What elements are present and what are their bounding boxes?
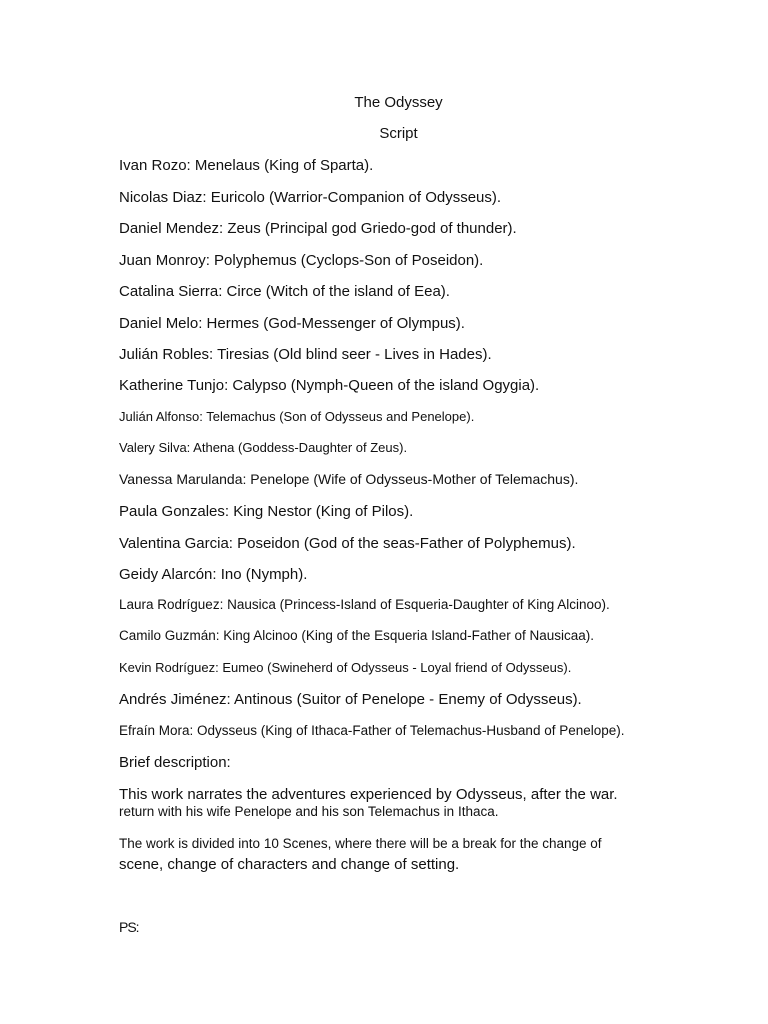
document-subtitle: Script: [379, 125, 418, 142]
cast-line: Valery Silva: Athena (Goddess-Daughter of Zeus).: [119, 440, 408, 455]
cast-line: Andrés Jiménez: Antinous (Suitor of Penelope - Enemy of Odysseus).: [119, 691, 582, 708]
description-paragraph-2-line-1: The work is divided into 10 Scenes, where there will be a break for the change of: [119, 836, 602, 851]
cast-line: Efraín Mora: Odysseus (King of Ithaca-Father of Telemachus-Husband of Penelope).: [119, 723, 625, 738]
cast-line: Camilo Guzmán: King Alcinoo (King of the Esqueria Island-Father of Nausicaa).: [119, 628, 594, 643]
cast-line: Julián Alfonso: Telemachus (Son of Odysseus and Penelope).: [119, 409, 475, 424]
description-paragraph-1-line-1: This work narrates the adventures experienced by Odysseus, after the war.: [119, 786, 618, 803]
cast-line: Ivan Rozo: Menelaus (King of Sparta).: [119, 157, 374, 174]
cast-line: Paula Gonzales: King Nestor (King of Pilos).: [119, 503, 414, 520]
cast-line: Kevin Rodríguez: Eumeo (Swineherd of Odysseus - Loyal friend of Odysseus).: [119, 660, 572, 675]
brief-description-heading: Brief description:: [119, 754, 231, 771]
description-paragraph-1-line-2: return with his wife Penelope and his son Telemachus in Ithaca.: [119, 804, 499, 819]
cast-line: Juan Monroy: Polyphemus (Cyclops-Son of Poseidon).: [119, 252, 484, 269]
description-paragraph-2-line-2: scene, change of characters and change of setting.: [119, 856, 460, 873]
ps-label: PS:: [119, 919, 139, 935]
cast-line: Daniel Melo: Hermes (God-Messenger of Olympus).: [119, 315, 465, 332]
cast-line: Vanessa Marulanda: Penelope (Wife of Odysseus-Mother of Telemachus).: [119, 471, 579, 487]
cast-line: Katherine Tunjo: Calypso (Nymph-Queen of the island Ogygia).: [119, 377, 540, 394]
cast-line: Catalina Sierra: Circe (Witch of the island of Eea).: [119, 283, 450, 300]
cast-line: Julián Robles: Tiresias (Old blind seer - Lives in Hades).: [119, 346, 492, 363]
cast-line: Nicolas Diaz: Euricolo (Warrior-Companion of Odysseus).: [119, 189, 502, 206]
cast-line: Daniel Mendez: Zeus (Principal god Griedo-god of thunder).: [119, 220, 517, 237]
cast-line: Laura Rodríguez: Nausica (Princess-Island of Esqueria-Daughter of King Alcinoo).: [119, 597, 610, 612]
document-title: The Odyssey: [354, 94, 443, 111]
cast-line: Geidy Alarcón: Ino (Nymph).: [119, 566, 308, 583]
cast-line: Valentina Garcia: Poseidon (God of the seas-Father of Polyphemus).: [119, 535, 576, 552]
